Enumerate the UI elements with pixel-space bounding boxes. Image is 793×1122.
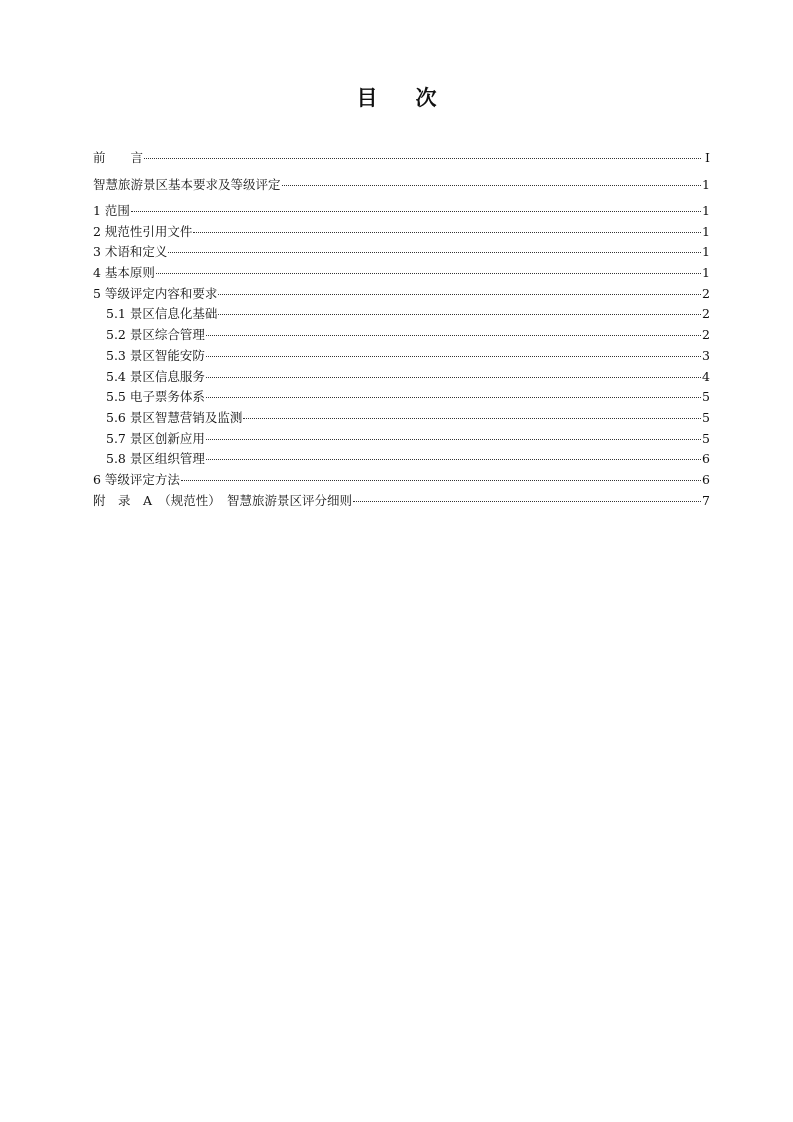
title-char-2: 次	[415, 86, 437, 110]
toc-entry-section-1[interactable]	[93, 201, 710, 222]
toc-entry-label: 5 等级评定内容和要求	[93, 285, 218, 301]
toc-entry-label: 2 规范性引用文件	[93, 223, 193, 239]
toc-leader-dots	[156, 272, 701, 274]
toc-leader-dots	[206, 458, 701, 460]
toc-entry-section-5-2[interactable]	[93, 325, 710, 346]
toc-page-number: 1	[702, 223, 710, 239]
toc-page-number: 4	[702, 368, 710, 384]
toc-entry-section-5-4[interactable]	[93, 367, 710, 388]
toc-page-number: 1	[702, 203, 710, 218]
toc-page-number: 7	[702, 492, 710, 508]
toc-entry-label: 6 等级评定方法	[93, 471, 180, 487]
toc-entry-label: 3 术语和定义	[93, 244, 168, 260]
toc-entry-appendix-a[interactable]	[93, 491, 710, 512]
toc-page-number: I	[705, 150, 710, 165]
toc-page-number: 1	[702, 265, 710, 281]
toc-page-number: 1	[702, 176, 710, 192]
toc-leader-dots	[353, 500, 701, 502]
toc-entry-section-5[interactable]	[93, 284, 710, 305]
toc-page-number: 2	[702, 327, 710, 343]
toc-entry-section-5-8[interactable]	[93, 449, 710, 470]
toc-entry-main-heading[interactable]	[93, 175, 710, 202]
toc-entry-label: 附 录 A （规范性） 智慧旅游景区评分细则	[93, 492, 353, 508]
toc-entry-section-6[interactable]	[93, 470, 710, 491]
toc-page-number: 5	[702, 389, 710, 405]
toc-entry-section-2[interactable]	[93, 222, 710, 243]
toc-leader-dots	[206, 438, 701, 440]
toc-entry-label: 5.7 景区创新应用	[106, 430, 205, 446]
toc-page-number: 2	[702, 285, 710, 301]
toc-entry-section-4[interactable]	[93, 263, 710, 284]
toc-entry-label: 5.1 景区信息化基础	[106, 306, 218, 322]
toc-entry-label: 智慧旅游景区基本要求及等级评定	[93, 176, 281, 192]
toc-entry-label: 5.8 景区组织管理	[106, 451, 205, 467]
toc-leader-dots	[144, 157, 701, 159]
toc-leader-dots	[218, 313, 701, 315]
table-of-contents	[93, 148, 710, 511]
toc-leader-dots	[131, 210, 701, 212]
toc-entry-section-5-6[interactable]	[93, 408, 710, 429]
toc-entry-section-5-1[interactable]	[93, 304, 710, 325]
toc-page-number: 1	[702, 244, 710, 260]
toc-page-number: 5	[702, 409, 710, 425]
toc-leader-dots	[206, 334, 701, 336]
toc-entry-label: 5.2 景区综合管理	[106, 327, 205, 343]
toc-page-number: 2	[702, 306, 710, 322]
toc-entry-section-5-5[interactable]	[93, 387, 710, 408]
toc-page-number: 6	[702, 471, 710, 487]
page-title	[0, 84, 793, 112]
title-char-1: 目	[356, 86, 378, 110]
toc-leader-dots	[193, 231, 701, 233]
toc-entry-label: 5.3 景区智能安防	[106, 347, 205, 363]
toc-entry-label: 5.4 景区信息服务	[106, 368, 205, 384]
toc-entry-label: 前 言	[93, 150, 144, 165]
toc-entry-section-5-3[interactable]	[93, 346, 710, 367]
toc-leader-dots	[218, 293, 701, 295]
toc-entry-foreword[interactable]	[93, 148, 710, 175]
toc-leader-dots	[282, 184, 701, 186]
toc-page-number: 6	[702, 451, 710, 467]
toc-leader-dots	[168, 251, 701, 253]
toc-leader-dots	[206, 396, 701, 398]
toc-leader-dots	[243, 417, 701, 419]
toc-page-number: 3	[702, 347, 710, 363]
toc-leader-dots	[206, 355, 701, 357]
toc-leader-dots	[206, 376, 701, 378]
toc-entry-label: 5.5 电子票务体系	[106, 389, 205, 405]
toc-entry-label: 1 范围	[93, 203, 130, 218]
toc-entry-label: 5.6 景区智慧营销及监测	[106, 409, 243, 425]
toc-page-number: 5	[702, 430, 710, 446]
toc-leader-dots	[181, 479, 701, 481]
toc-entry-label: 4 基本原则	[93, 265, 155, 281]
toc-entry-section-3[interactable]	[93, 242, 710, 263]
toc-entry-section-5-7[interactable]	[93, 429, 710, 450]
